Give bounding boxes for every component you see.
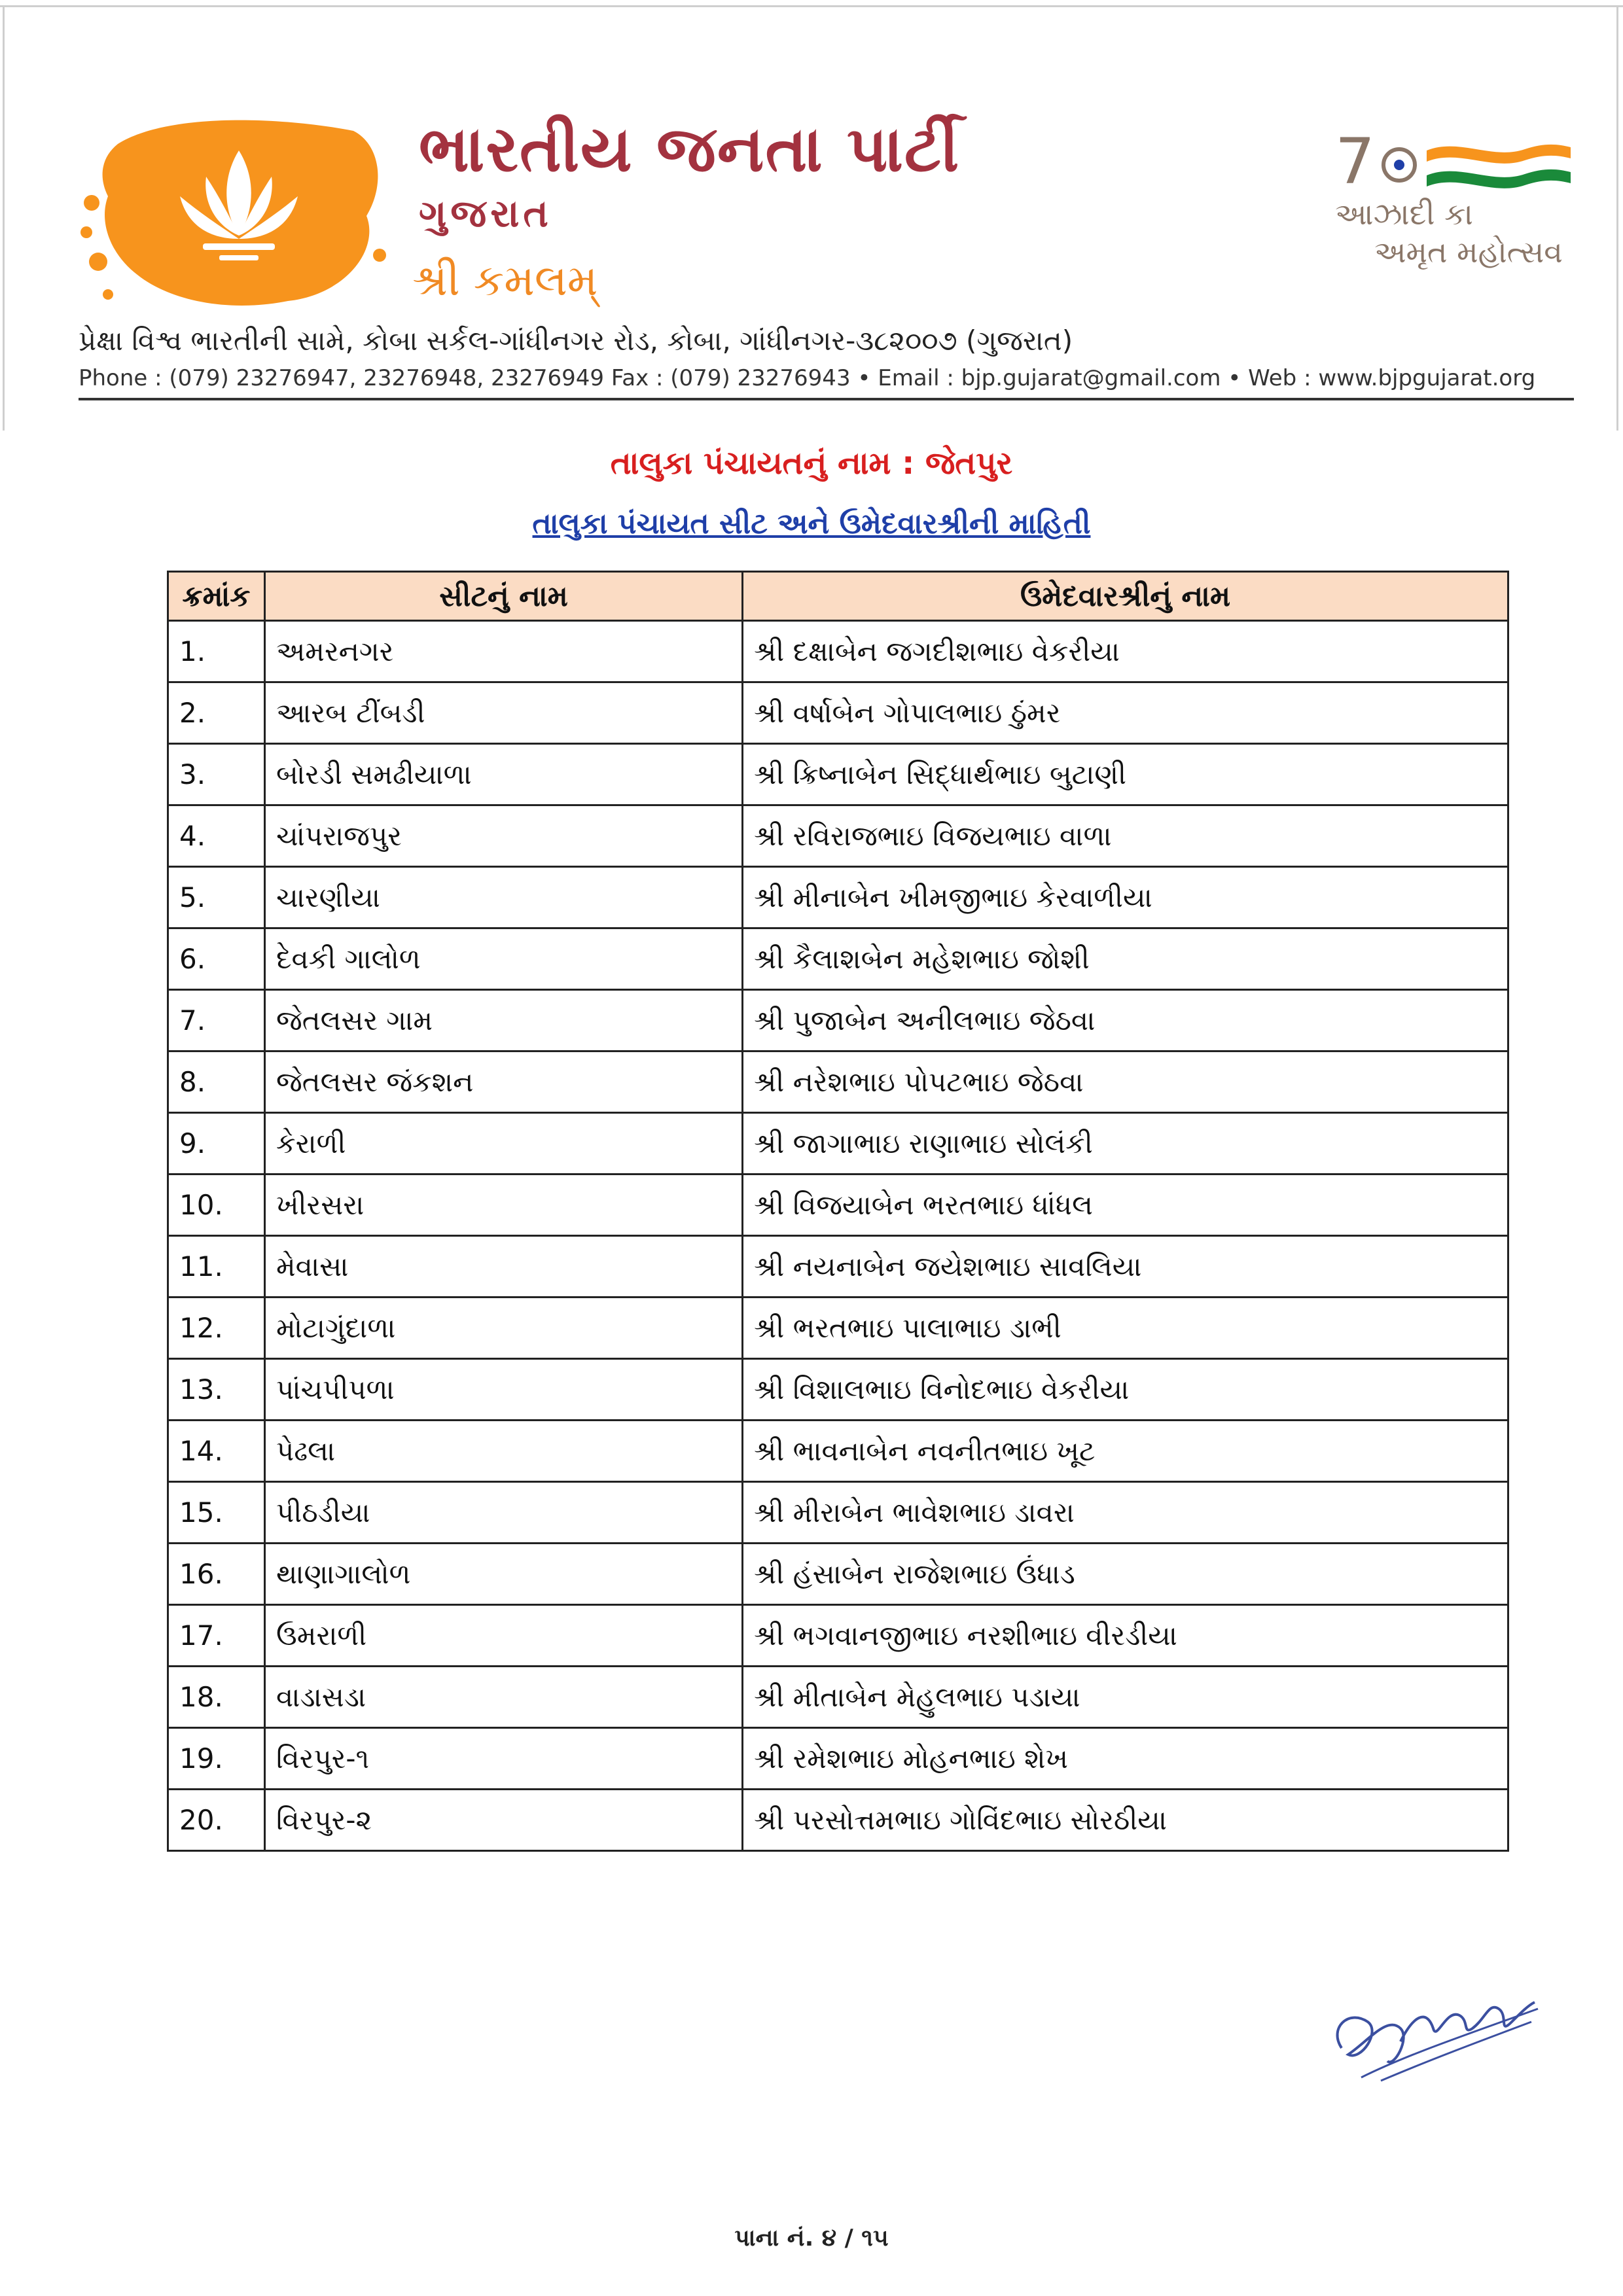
row-seat-name: કેરાળી bbox=[265, 1113, 743, 1174]
row-candidate-name: શ્રી જાગાભાઇ રાણાભાઇ સોલંકી bbox=[743, 1113, 1508, 1174]
row-serial: 15. bbox=[168, 1482, 265, 1544]
taluka-panchayat-title: તાલુકા પંચાયતનું નામ : જેતપુર bbox=[610, 445, 1013, 482]
row-seat-name: ઉમરાળી bbox=[265, 1605, 743, 1667]
table-row bbox=[168, 805, 1508, 867]
contact-details: Phone : (079) 23276947, 23276948, 23276949 Fax : (079) 23276943 • Email : bjp.gujarat@gmail.com • Web : www.bjpgujarat.org bbox=[79, 365, 1536, 391]
row-candidate-name: શ્રી મીતાબેન મેહુલભાઇ પડાયા bbox=[743, 1667, 1508, 1728]
row-candidate-name: શ્રી મીરાબેન ભાવેશભાઇ ડાવરા bbox=[743, 1482, 1508, 1544]
row-serial: 14. bbox=[168, 1421, 265, 1482]
table-row bbox=[168, 1359, 1508, 1421]
header-candidate-name: ઉમેદવારશ્રીનું નામ bbox=[743, 572, 1508, 621]
row-serial: 19. bbox=[168, 1728, 265, 1790]
row-candidate-name: શ્રી વર્ષાબેન ગોપાલભાઇ ઠુંમર bbox=[743, 682, 1508, 744]
row-serial: 5. bbox=[168, 867, 265, 928]
party-state: ગુજરાત bbox=[419, 191, 552, 236]
table-row bbox=[168, 1605, 1508, 1667]
table-row bbox=[168, 1667, 1508, 1728]
row-candidate-name: શ્રી મીનાબેન ખીમજીભાઇ કેરવાળીયા bbox=[743, 867, 1508, 928]
page-border-left bbox=[3, 5, 5, 431]
table-row bbox=[168, 1051, 1508, 1113]
row-serial: 2. bbox=[168, 682, 265, 744]
table-header-row bbox=[168, 572, 1508, 621]
row-seat-name: અમરનગર bbox=[265, 621, 743, 682]
row-serial: 10. bbox=[168, 1174, 265, 1236]
row-serial: 12. bbox=[168, 1298, 265, 1359]
table-row bbox=[168, 1236, 1508, 1298]
row-seat-name: પીઠડીયા bbox=[265, 1482, 743, 1544]
table-row bbox=[168, 1421, 1508, 1482]
page-number: પાના નં. ૪ / ૧૫ bbox=[734, 2225, 889, 2252]
row-seat-name: થાણાગાલોળ bbox=[265, 1544, 743, 1605]
row-candidate-name: શ્રી નરેશભાઇ પોપટભાઇ જેઠવા bbox=[743, 1051, 1508, 1113]
row-serial: 4. bbox=[168, 805, 265, 867]
row-candidate-name: શ્રી વિજયાબેન ભરતભાઇ ધાંધલ bbox=[743, 1174, 1508, 1236]
row-candidate-name: શ્રી ભગવાનજીભાઇ નરશીભાઇ વીરડીયા bbox=[743, 1605, 1508, 1667]
row-seat-name: વાડાસડા bbox=[265, 1667, 743, 1728]
header-divider bbox=[79, 398, 1574, 400]
header-serial: ક્રમાંક bbox=[168, 572, 265, 621]
table-row bbox=[168, 990, 1508, 1051]
row-seat-name: ખીરસરા bbox=[265, 1174, 743, 1236]
candidate-table bbox=[167, 571, 1509, 1852]
row-seat-name: મોટાગુંદાળા bbox=[265, 1298, 743, 1359]
row-seat-name: જેતલસર ગામ bbox=[265, 990, 743, 1051]
row-seat-name: મેવાસા bbox=[265, 1236, 743, 1298]
table-row bbox=[168, 1298, 1508, 1359]
row-candidate-name: શ્રી રવિરાજભાઇ વિજયભાઇ વાળા bbox=[743, 805, 1508, 867]
row-candidate-name: શ્રી પરસોત્તમભાઇ ગોવિંદભાઇ સોરઠીયા bbox=[743, 1790, 1508, 1851]
office-address: પ્રેક્ષા વિશ્વ ભારતીની સામે, કોબા સર્કલ-ગાંધીનગર રોડ, કોબા, ગાંધીનગર-૩૮૨૦૦૭ (ગુજરાત) bbox=[79, 325, 1073, 357]
row-serial: 7. bbox=[168, 990, 265, 1051]
page-border-top bbox=[0, 5, 1623, 7]
party-name: ભારતીય જનતા પાર્ટી bbox=[419, 113, 961, 186]
row-candidate-name: શ્રી દક્ષાબેન જગદીશભાઇ વેકરીયા bbox=[743, 621, 1508, 682]
row-candidate-name: શ્રી વિશાલભાઇ વિનોદભાઇ વેકરીયા bbox=[743, 1359, 1508, 1421]
row-serial: 17. bbox=[168, 1605, 265, 1667]
row-seat-name: વિરપુર-૨ bbox=[265, 1790, 743, 1851]
table-row bbox=[168, 682, 1508, 744]
handwritten-signature bbox=[1322, 1969, 1544, 2087]
row-candidate-name: શ્રી હંસાબેન રાજેશભાઇ ઉંધાડ bbox=[743, 1544, 1508, 1605]
svg-text:7: 7 bbox=[1335, 125, 1376, 198]
row-seat-name: આરબ ટીંબડી bbox=[265, 682, 743, 744]
row-serial: 13. bbox=[168, 1359, 265, 1421]
table-row bbox=[168, 1728, 1508, 1790]
row-candidate-name: શ્રી નયનાબેન જયેશભાઇ સાવલિયા bbox=[743, 1236, 1508, 1298]
row-serial: 20. bbox=[168, 1790, 265, 1851]
azadi-text-line2: અમૃત મહોત્સવ bbox=[1374, 234, 1563, 270]
table-row bbox=[168, 744, 1508, 805]
row-serial: 18. bbox=[168, 1667, 265, 1728]
lotus-icon bbox=[72, 105, 399, 314]
row-candidate-name: શ્રી પુજાબેન અનીલભાઇ જેઠવા bbox=[743, 990, 1508, 1051]
table-row bbox=[168, 928, 1508, 990]
row-seat-name: ચારણીયા bbox=[265, 867, 743, 928]
row-serial: 1. bbox=[168, 621, 265, 682]
row-seat-name: ચાંપરાજપુર bbox=[265, 805, 743, 867]
row-candidate-name: શ્રી ક્રિષ્નાબેન સિદ્ધાર્થભાઇ બુટાણી bbox=[743, 744, 1508, 805]
row-seat-name: વિરપુર-૧ bbox=[265, 1728, 743, 1790]
party-office: શ્રી કમલમ્ bbox=[412, 255, 598, 306]
row-seat-name: દેવકી ગાલોળ bbox=[265, 928, 743, 990]
table-row bbox=[168, 1544, 1508, 1605]
row-serial: 6. bbox=[168, 928, 265, 990]
row-candidate-name: શ્રી રમેશભાઇ મોહનભાઇ શેખ bbox=[743, 1728, 1508, 1790]
row-seat-name: પાંચપીપળા bbox=[265, 1359, 743, 1421]
row-serial: 8. bbox=[168, 1051, 265, 1113]
row-seat-name: પેઢલા bbox=[265, 1421, 743, 1482]
table-row bbox=[168, 1482, 1508, 1544]
row-serial: 3. bbox=[168, 744, 265, 805]
row-seat-name: જેતલસર જંકશન bbox=[265, 1051, 743, 1113]
table-subtitle: તાલુકા પંચાયત સીટ અને ઉમેદવારશ્રીની માહિતી bbox=[532, 507, 1091, 540]
header-seat-name: સીટનું નામ bbox=[265, 572, 743, 621]
row-candidate-name: શ્રી કૈલાશબેન મહેશભાઇ જોશી bbox=[743, 928, 1508, 990]
letterhead bbox=[0, 0, 1623, 432]
row-serial: 9. bbox=[168, 1113, 265, 1174]
row-serial: 16. bbox=[168, 1544, 265, 1605]
page-border-right bbox=[1616, 5, 1618, 431]
table-row bbox=[168, 1174, 1508, 1236]
row-candidate-name: શ્રી ભાવનાબેન નવનીતભાઇ ખૂટ bbox=[743, 1421, 1508, 1482]
table-row bbox=[168, 867, 1508, 928]
row-serial: 11. bbox=[168, 1236, 265, 1298]
row-candidate-name: શ્રી ભરતભાઇ પાલાભાઇ ડાભી bbox=[743, 1298, 1508, 1359]
table-row bbox=[168, 1790, 1508, 1851]
table-row bbox=[168, 1113, 1508, 1174]
azadi-text-line1: આઝાદી કા bbox=[1335, 196, 1473, 232]
table-row bbox=[168, 621, 1508, 682]
row-seat-name: બોરડી સમઢીયાળા bbox=[265, 744, 743, 805]
